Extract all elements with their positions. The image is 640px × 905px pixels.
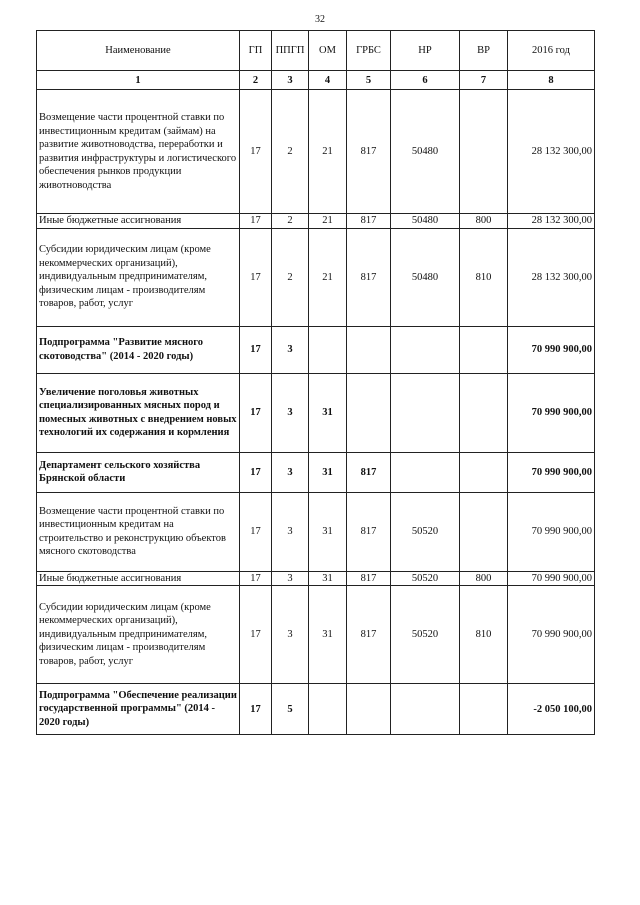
amount-cell: -2 050 100,00: [508, 684, 595, 735]
gp-cell: 17: [240, 452, 272, 492]
vr-cell: [460, 684, 508, 735]
om-cell: 31: [309, 452, 347, 492]
ppgp-cell: 5: [272, 684, 309, 735]
table-row: [37, 326, 595, 373]
ppgp-cell: 3: [272, 326, 309, 373]
table-row: [37, 452, 595, 492]
row-name: Субсидии юридическим лицам (кроме некоммерческих организаций), индивидуальным предпринимателям, физическим лицам - производителям товаров, работ, услуг: [37, 586, 240, 684]
grbs-cell: 817: [347, 214, 391, 229]
vr-cell: 810: [460, 228, 508, 326]
table-row: [37, 214, 595, 229]
om-cell: 21: [309, 228, 347, 326]
nr-cell: [391, 373, 460, 452]
gp-cell: 17: [240, 326, 272, 373]
nr-cell: 50520: [391, 586, 460, 684]
row-name: Иные бюджетные ассигнования: [37, 571, 240, 586]
nr-cell: [391, 326, 460, 373]
ppgp-cell: 3: [272, 586, 309, 684]
amount-cell: 70 990 900,00: [508, 373, 595, 452]
index-row: [37, 71, 595, 90]
table-body: [37, 90, 595, 735]
om-cell: 31: [309, 373, 347, 452]
table-row: [37, 228, 595, 326]
header-nr: НР: [391, 31, 460, 71]
index-cell: 6: [391, 71, 460, 90]
grbs-cell: 817: [347, 571, 391, 586]
om-cell: 31: [309, 586, 347, 684]
nr-cell: 50520: [391, 492, 460, 571]
vr-cell: 800: [460, 571, 508, 586]
gp-cell: 17: [240, 571, 272, 586]
gp-cell: 17: [240, 684, 272, 735]
grbs-cell: [347, 684, 391, 735]
header-om: ОМ: [309, 31, 347, 71]
table-row: [37, 492, 595, 571]
index-cell: 1: [37, 71, 240, 90]
nr-cell: 50480: [391, 90, 460, 214]
header-gp: ГП: [240, 31, 272, 71]
row-name: Иные бюджетные ассигнования: [37, 214, 240, 229]
grbs-cell: [347, 326, 391, 373]
index-cell: 2: [240, 71, 272, 90]
grbs-cell: 817: [347, 492, 391, 571]
amount-cell: 28 132 300,00: [508, 228, 595, 326]
gp-cell: 17: [240, 492, 272, 571]
amount-cell: 28 132 300,00: [508, 90, 595, 214]
om-cell: 21: [309, 214, 347, 229]
om-cell: 31: [309, 571, 347, 586]
amount-cell: 70 990 900,00: [508, 326, 595, 373]
om-cell: 21: [309, 90, 347, 214]
row-name: Возмещение части процентной ставки по инвестиционным кредитам (займам) на развитие животноводства, переработки и развития инфраструктуры и логистического обеспечения рынков продукции животноводства: [37, 90, 240, 214]
amount-cell: 70 990 900,00: [508, 571, 595, 586]
index-cell: 7: [460, 71, 508, 90]
nr-cell: 50480: [391, 228, 460, 326]
row-name: Субсидии юридическим лицам (кроме некоммерческих организаций), индивидуальным предпринимателям, физическим лицам - производителям товаров, работ, услуг: [37, 228, 240, 326]
header-grbs: ГРБС: [347, 31, 391, 71]
table-row: [37, 571, 595, 586]
header-row: [37, 31, 595, 71]
table-row: [37, 373, 595, 452]
row-name: Подпрограмма "Развитие мясного скотоводства" (2014 - 2020 годы): [37, 326, 240, 373]
table-row: [37, 90, 595, 214]
grbs-cell: 817: [347, 90, 391, 214]
amount-cell: 70 990 900,00: [508, 452, 595, 492]
header-vr: ВР: [460, 31, 508, 71]
grbs-cell: 817: [347, 586, 391, 684]
row-name: Департамент сельского хозяйства Брянской области: [37, 452, 240, 492]
index-cell: 8: [508, 71, 595, 90]
row-name: Подпрограмма "Обеспечение реализации государственной программы" (2014 - 2020 годы): [37, 684, 240, 735]
gp-cell: 17: [240, 373, 272, 452]
table-row: [37, 586, 595, 684]
amount-cell: 28 132 300,00: [508, 214, 595, 229]
nr-cell: 50520: [391, 571, 460, 586]
nr-cell: [391, 684, 460, 735]
row-name: Возмещение части процентной ставки по инвестиционным кредитам на строительство и реконструкцию объектов мясного скотоводства: [37, 492, 240, 571]
index-cell: 3: [272, 71, 309, 90]
grbs-cell: 817: [347, 452, 391, 492]
index-cell: 4: [309, 71, 347, 90]
ppgp-cell: 2: [272, 90, 309, 214]
ppgp-cell: 3: [272, 492, 309, 571]
nr-cell: [391, 452, 460, 492]
vr-cell: 810: [460, 586, 508, 684]
gp-cell: 17: [240, 586, 272, 684]
vr-cell: [460, 373, 508, 452]
ppgp-cell: 3: [272, 452, 309, 492]
ppgp-cell: 3: [272, 373, 309, 452]
budget-table: [36, 30, 595, 735]
ppgp-cell: 3: [272, 571, 309, 586]
grbs-cell: 817: [347, 228, 391, 326]
page-number: 32: [315, 14, 325, 25]
gp-cell: 17: [240, 214, 272, 229]
om-cell: 31: [309, 492, 347, 571]
vr-cell: [460, 492, 508, 571]
ppgp-cell: 2: [272, 214, 309, 229]
gp-cell: 17: [240, 228, 272, 326]
om-cell: [309, 684, 347, 735]
header-ppgp: ППГП: [272, 31, 309, 71]
header-year: 2016 год: [508, 31, 595, 71]
table-row: [37, 684, 595, 735]
vr-cell: 800: [460, 214, 508, 229]
index-cell: 5: [347, 71, 391, 90]
ppgp-cell: 2: [272, 228, 309, 326]
gp-cell: 17: [240, 90, 272, 214]
om-cell: [309, 326, 347, 373]
row-name: Увеличение поголовья животных специализированных мясных пород и помесных животных с внедрением новых технологий их содержания и кормления: [37, 373, 240, 452]
grbs-cell: [347, 373, 391, 452]
nr-cell: 50480: [391, 214, 460, 229]
amount-cell: 70 990 900,00: [508, 586, 595, 684]
vr-cell: [460, 452, 508, 492]
vr-cell: [460, 326, 508, 373]
amount-cell: 70 990 900,00: [508, 492, 595, 571]
vr-cell: [460, 90, 508, 214]
header-name: Наименование: [37, 31, 240, 71]
